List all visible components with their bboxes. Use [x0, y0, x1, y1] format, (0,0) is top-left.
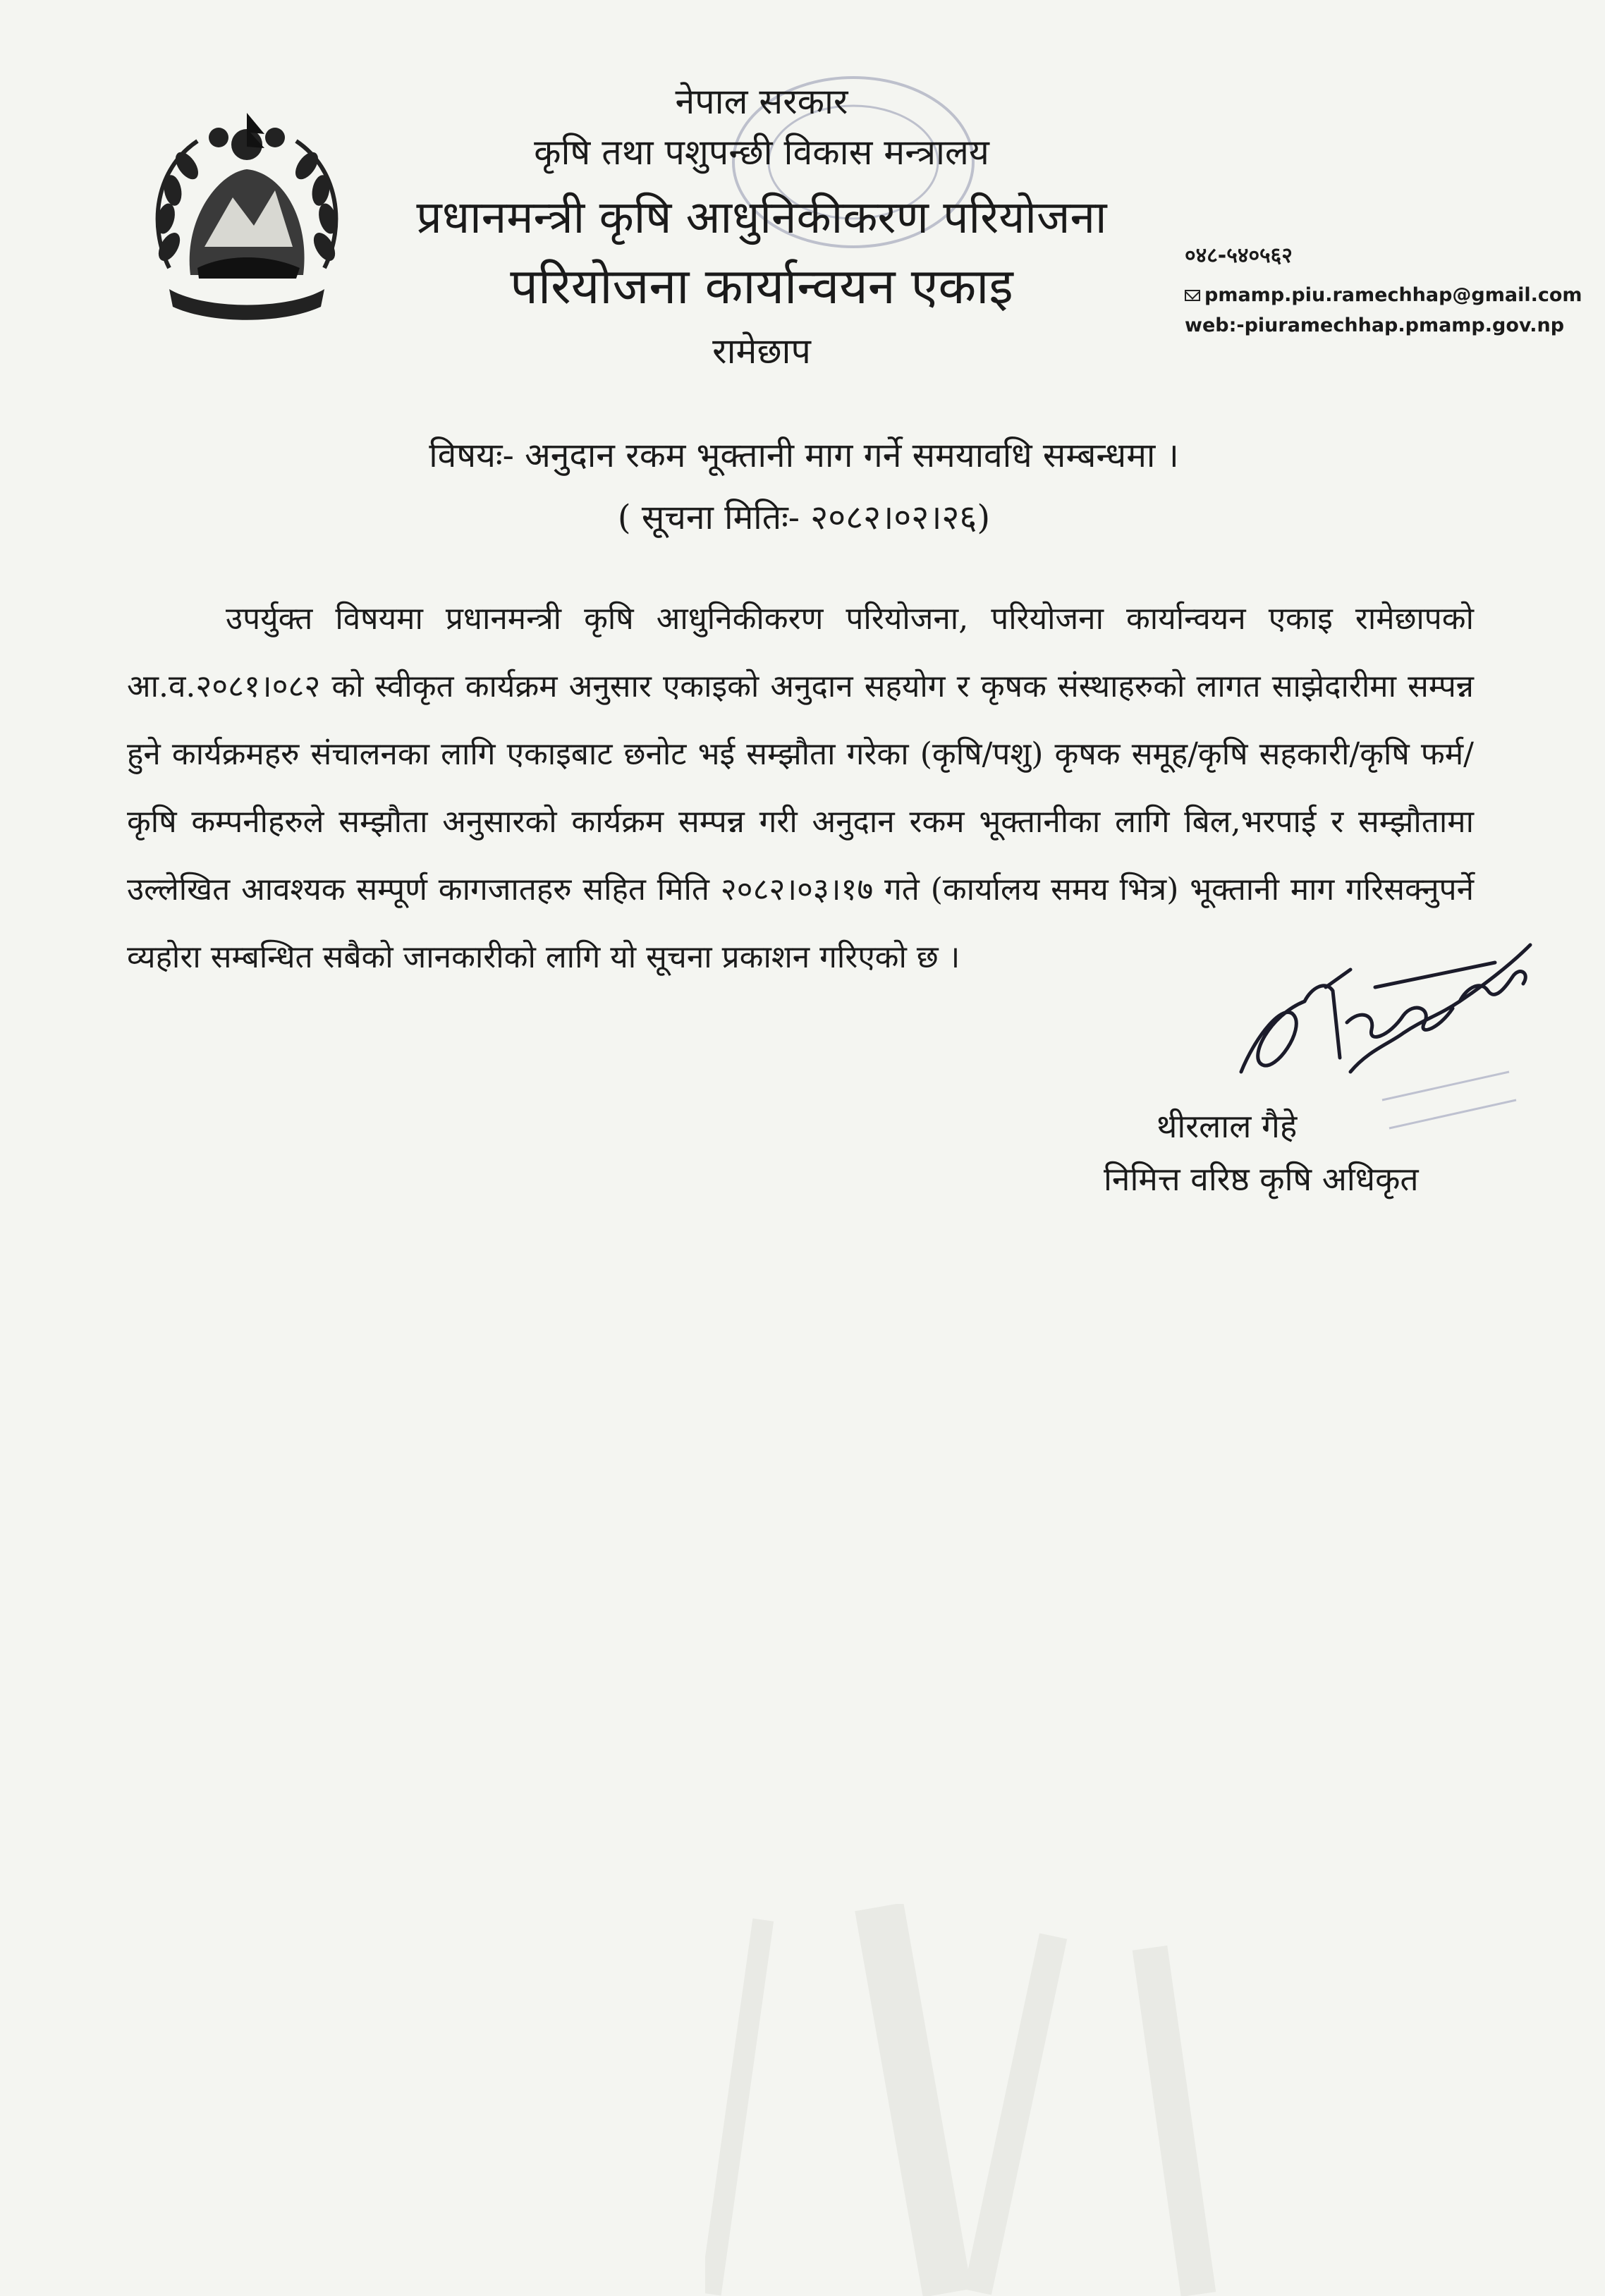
- signatory-name: थीरलाल गैहे: [1157, 1107, 1298, 1145]
- signatory-title: निमित्त वरिष्ठ कृषि अधिकृत: [1104, 1160, 1419, 1198]
- contact-email-row: [1185, 284, 1582, 306]
- scan-artefact: [705, 1904, 1269, 2296]
- header-unit: परियोजना कार्यान्वयन एकाइ: [510, 257, 1013, 315]
- mail-icon: [1185, 290, 1200, 301]
- nepal-emblem-icon: [141, 106, 353, 338]
- notice-body: उपर्युक्त विषयमा प्रधानमन्त्री कृषि आधुनिकीकरण परियोजना, परियोजना कार्यान्वयन एकाइ रामेछापको आ.व.२०८१।०८२ को स्वीकृत कार्यक्रम अनुसार एकाइको अनुदान सहयोग र कृषक संस्थाहरुको लागत साझेदारीमा सम्पन्न हुने कार्यक्रमहरु संचालनका लागि एकाइबाट छनोट भई सम्झौता गरेका (कृषि/पशु) कृषक समूह/कृषि सहकारी/कृषि फर्म/कृषि कम्पनीहरुले सम्झौता अनुसारको कार्यक्रम सम्पन्न गरी अनुदान रकम भूक्तानीका लागि बिल,भरपाई र सम्झौतामा उल्लेखित आवश्यक सम्पूर्ण कागजातहरु सहित मिति २०८२।०३।१७ गते (कार्यालय समय भित्र) भूक्तानी माग गरिसक्नुपर्ने व्यहोरा सम्बन्धित सबैको जानकारीको लागि यो सूचना प्रकाशन गरिएको छ ।: [127, 601, 1474, 975]
- contact-block: [1185, 240, 1582, 336]
- contact-phone: ०४८-५४०५६२: [1185, 243, 1293, 268]
- notice-date: ( सूचना मितिः- २०८२।०२।२६): [617, 498, 991, 537]
- contact-email: pmamp.piu.ramechhap@gmail.com: [1204, 284, 1582, 306]
- header-government: नेपाल सरकार: [675, 81, 848, 122]
- contact-web: web:-piuramechhap.pmamp.gov.np: [1185, 315, 1565, 336]
- header-ministry: कृषि तथा पशुपन्छी विकास मन्त्रालय: [534, 132, 989, 173]
- header-project: प्रधानमन्त्री कृषि आधुनिकीकरण परियोजना: [416, 192, 1107, 244]
- header-district: रामेछाप: [712, 331, 811, 372]
- subject-line: विषयः- अनुदान रकम भूक्तानी माग गर्ने समयावधि सम्बन्धमा ।: [429, 436, 1179, 475]
